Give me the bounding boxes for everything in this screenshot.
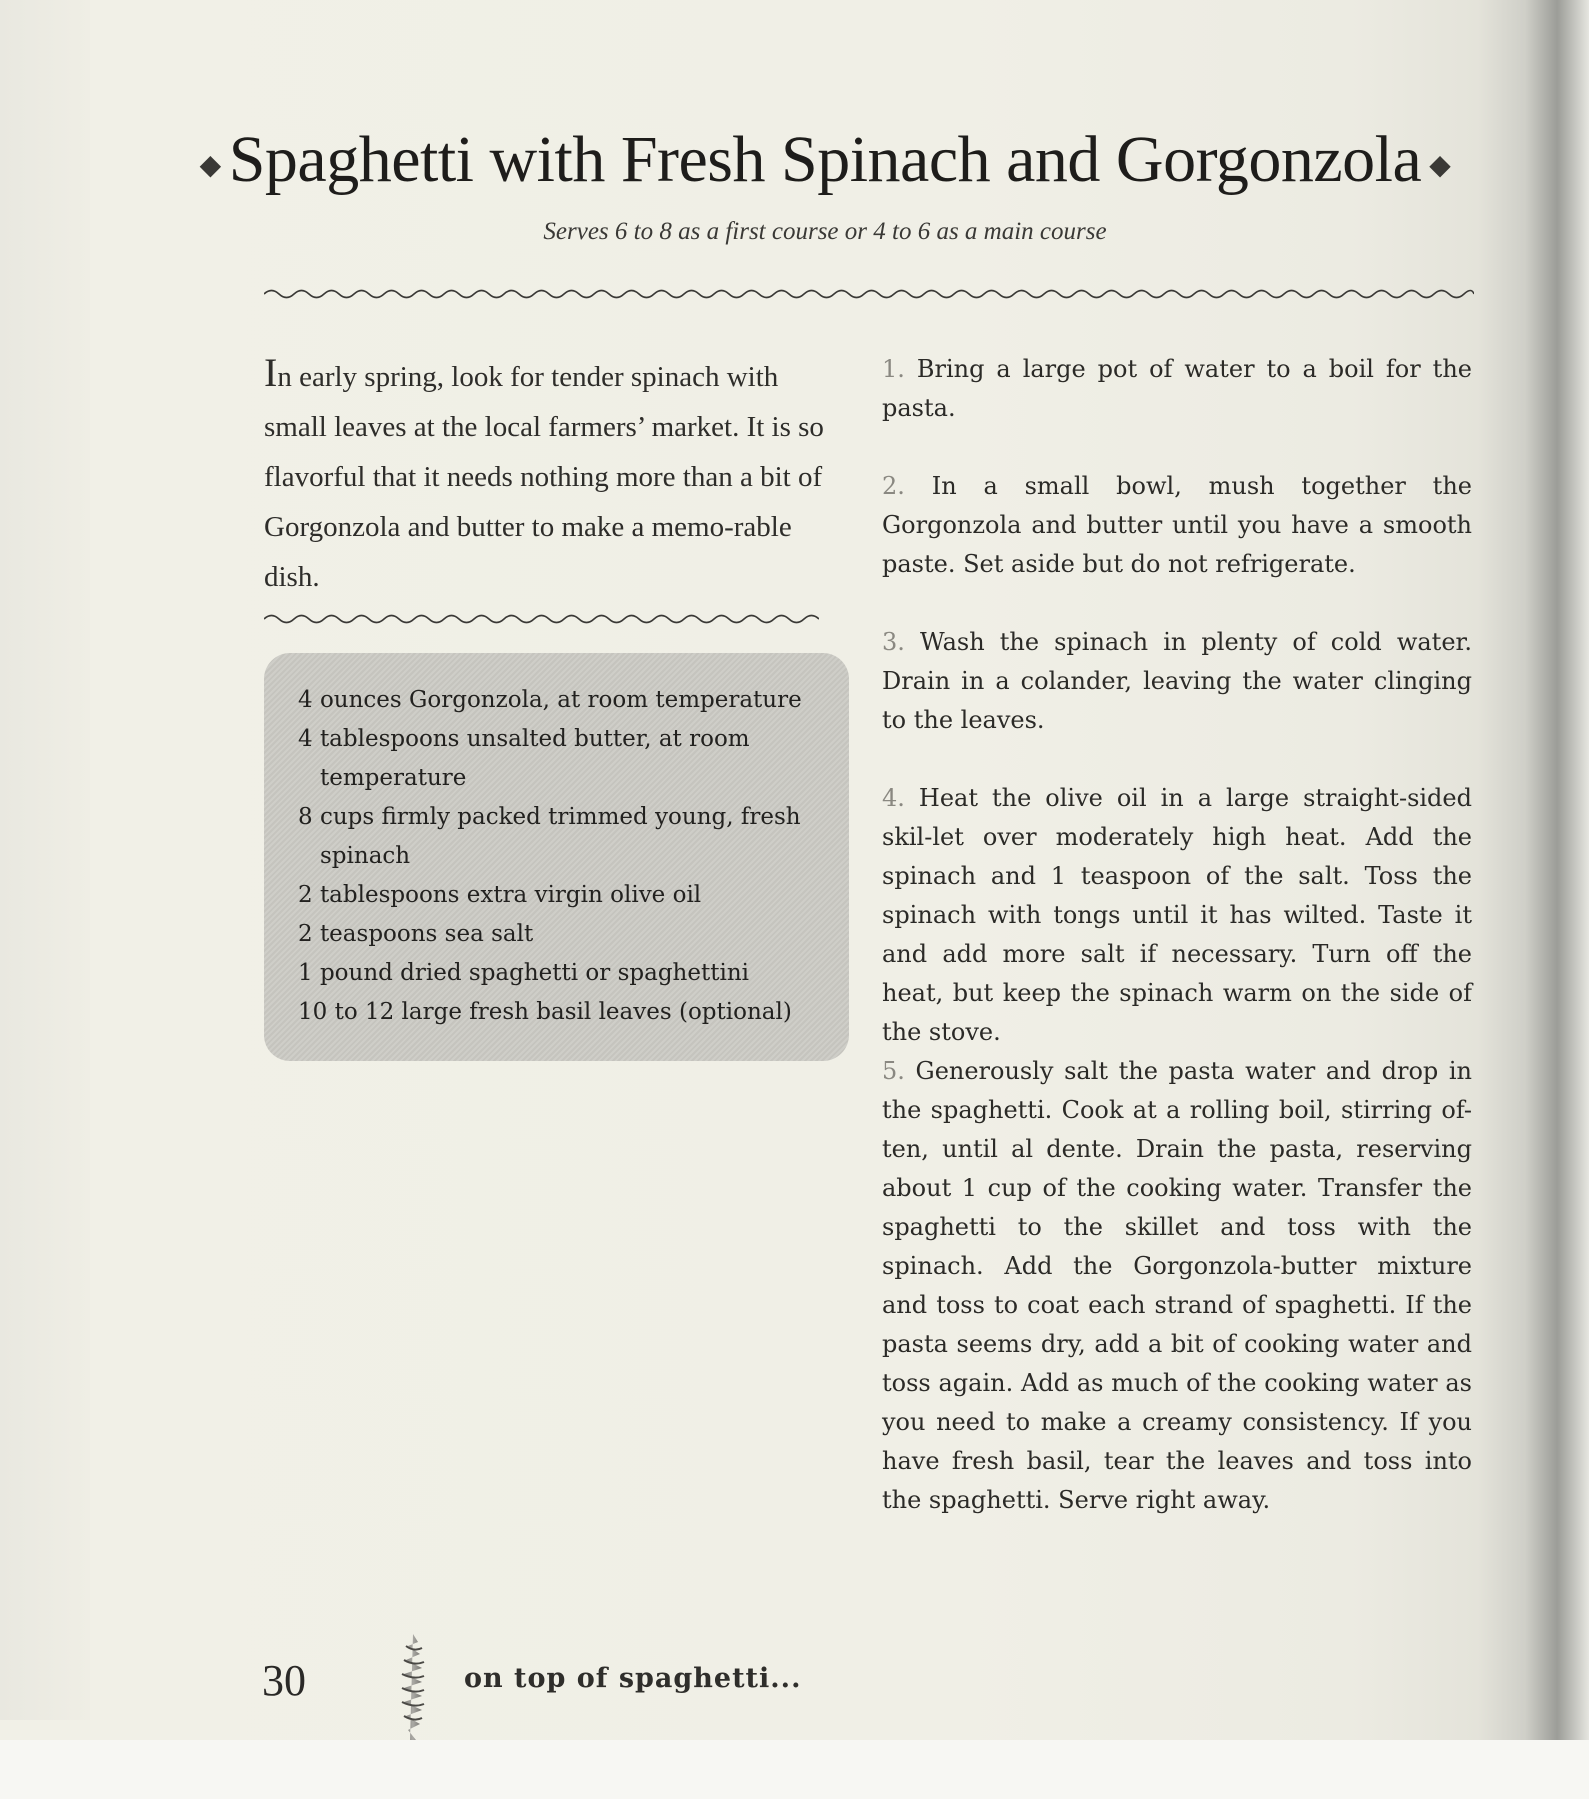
step-5 <box>882 1052 1472 1520</box>
step-number: 3. <box>882 628 905 656</box>
ingredients-box <box>264 653 849 1061</box>
wave-divider-mid <box>264 612 819 626</box>
step-text: Heat the olive oil in a large straight-sided skil-let over moderately high heat. Add the spinach and 1 teaspoon of the salt. Toss the spinach with tongs until it has wilted. Taste it and add more salt if necessary. Turn off the heat, but keep the spinach warm on the side of the stove. <box>882 784 1472 1046</box>
running-title: on top of spaghetti... <box>464 1663 802 1694</box>
diamond-right-icon: ◆ <box>1429 149 1451 181</box>
step-1 <box>882 350 1472 428</box>
ingredient-item: 8 cups firmly packed trimmed young, fresh spinach <box>298 804 801 869</box>
ingredient-item: 10 to 12 large fresh basil leaves (optional) <box>298 999 792 1025</box>
ingredient-item: 4 ounces Gorgonzola, at room temperature <box>298 687 802 713</box>
step-text: Bring a large pot of water to a boil for the pasta. <box>882 355 1472 422</box>
wave-divider-top <box>264 287 1474 301</box>
recipe-intro <box>264 348 824 602</box>
ingredient-item: 2 tablespoons extra virgin olive oil <box>298 882 702 908</box>
intro-dropcap: I <box>264 350 278 395</box>
diamond-left-icon: ◆ <box>199 149 221 181</box>
step-text: In a small bowl, mush together the Gorgonzola and butter until you have a smooth paste. Set aside but do not refrigerate. <box>882 472 1472 578</box>
ingredient-item: 2 teaspoons sea salt <box>298 921 534 947</box>
recipe-title <box>180 120 1470 206</box>
step-number: 2. <box>882 472 905 500</box>
intro-text: n early spring, look for tender spinach with small leaves at the local farmers’ market. It is so flavorful that it needs nothing more than a bit of Gorgonzola and butter to make a memo-rable dish. <box>264 361 824 593</box>
recipe-title-text: Spaghetti with Fresh Spinach and Gorgonzola <box>228 123 1422 196</box>
ingredient-item: 1 pound dried spaghetti or spaghettini <box>298 960 749 986</box>
spiral-pasta-icon <box>378 1632 448 1742</box>
page-edge <box>0 0 90 1720</box>
step-number: 4. <box>882 784 905 812</box>
ingredients-list <box>298 681 838 1032</box>
step-number: 1. <box>882 355 905 383</box>
scan-bottom-margin <box>0 1740 1589 1799</box>
step-number: 5. <box>882 1057 905 1085</box>
step-4 <box>882 779 1472 1052</box>
recipe-servings: Serves 6 to 8 as a first course or 4 to 6 as a main course <box>543 218 1107 245</box>
ingredient-item: 4 tablespoons unsalted butter, at room temperature <box>298 726 750 791</box>
step-text: Generously salt the pasta water and drop in the spaghetti. Cook at a rolling boil, stirring of-ten, until al dente. Drain the pasta, reserving about 1 cup of the cooking water. Transfer the spaghetti to the skillet and toss with the spinach. Add the Gorgonzola-butter mixture and toss to coat each strand of spaghetti. If the pasta seems dry, add a bit of cooking water and toss again. Add as much of the cooking water as you need to make a creamy consistency. If you have fresh basil, tear the leaves and toss into the spaghetti. Serve right away. <box>882 1057 1472 1514</box>
step-text: Wash the spinach in plenty of cold water. Drain in a colander, leaving the water clinging to the leaves. <box>882 628 1472 734</box>
step-3 <box>882 623 1472 740</box>
step-2 <box>882 467 1472 584</box>
page-number: 30 <box>262 1656 306 1705</box>
